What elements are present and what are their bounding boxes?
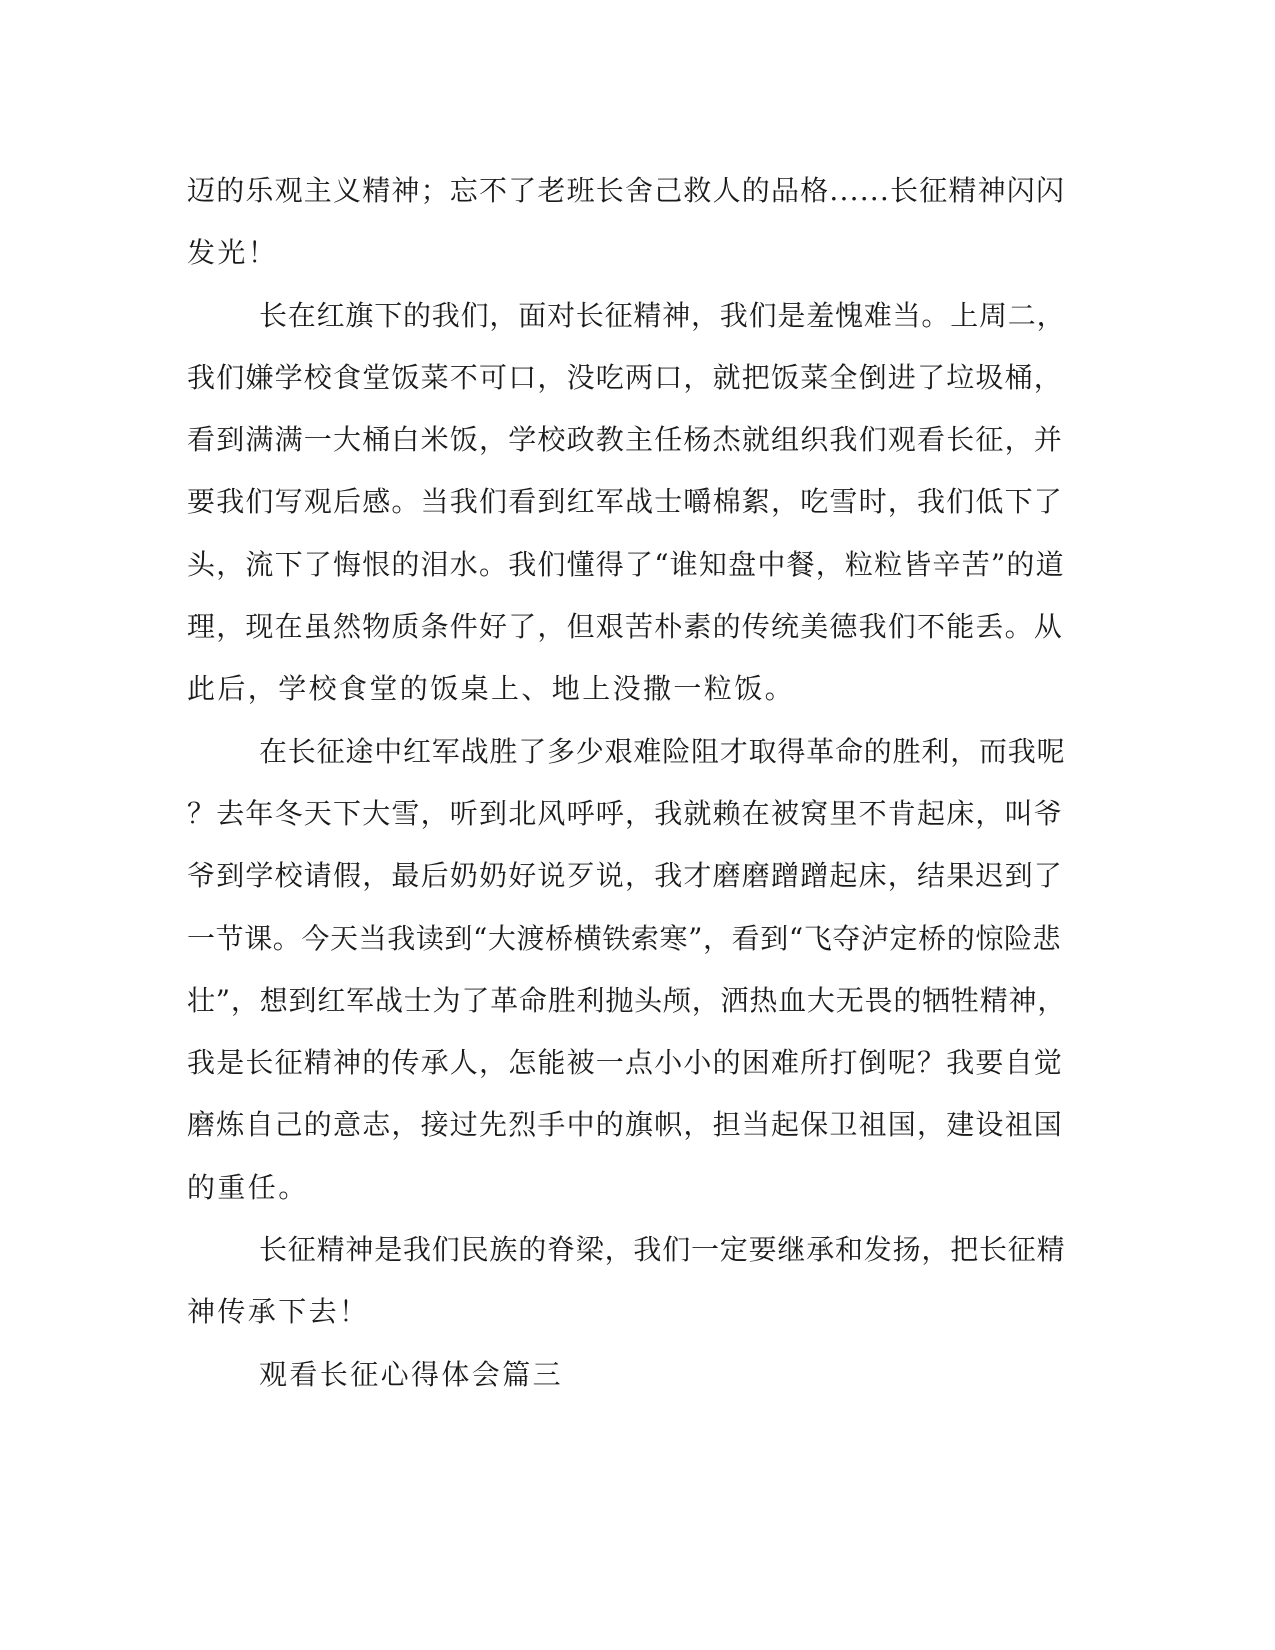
- paragraph-first-line: 长在红旗下的我们，面对长征精神，我们是羞愧难当。上周二，: [259, 298, 1066, 332]
- text-line: 理，现在虽然物质条件好了，但艰苦朴素的传统美德我们不能丢。从: [187, 610, 1064, 644]
- text-line: 发光！: [187, 236, 279, 270]
- text-line: 壮”，想到红军战士为了革命胜利抛头颅，洒热血大无畏的牺牲精神，: [187, 983, 1067, 1017]
- text-line: 看到满满一大桶白米饭，学校政教主任杨杰就组织我们观看长征，并: [187, 423, 1064, 457]
- text-line: 磨炼自己的意志，接过先烈手中的旗帜，担当起保卫祖国，建设祖国: [187, 1108, 1064, 1142]
- text-line: 要我们写观后感。当我们看到红军战士嚼棉絮，吃雪时，我们低下了: [187, 485, 1064, 519]
- text-line: 头，流下了悔恨的泪水。我们懂得了“谁知盘中餐，粒粒皆辛苦”的道: [187, 547, 1065, 581]
- text-line: 神传承下去！: [187, 1295, 370, 1329]
- paragraph-first-line: 在长征途中红军战胜了多少艰难险阻才取得革命的胜利，而我呢: [259, 734, 1066, 768]
- text-line: 一节课。今天当我读到“大渡桥横铁索寒”，看到“飞夺泸定桥的惊险悲: [187, 921, 1062, 955]
- paragraph-first-line: 长征精神是我们民族的脊梁，我们一定要继承和发扬，把长征精: [259, 1233, 1066, 1267]
- text-line: 迈的乐观主义精神；忘不了老班长舍己救人的品格......长征精神闪闪: [187, 174, 1066, 207]
- document-body: [187, 160, 1067, 1406]
- text-line: ？去年冬天下大雪，听到北风呼呼，我就赖在被窝里不肯起床，叫爷: [187, 796, 1064, 830]
- text-line: 此后，学校食堂的饭桌上、地上没撒一粒饭。: [187, 672, 796, 706]
- text-line: 我们嫌学校食堂饭菜不可口，没吃两口，就把饭菜全倒进了垃圾桶，: [187, 360, 1064, 394]
- text-line: 的重任。: [187, 1170, 309, 1204]
- section-heading: 观看长征心得体会篇三: [259, 1357, 564, 1391]
- text-line: 爷到学校请假，最后奶奶好说歹说，我才磨磨蹭蹭起床，结果迟到了: [187, 859, 1064, 893]
- text-line: 我是长征精神的传承人，怎能被一点小小的困难所打倒呢？我要自觉: [187, 1046, 1064, 1080]
